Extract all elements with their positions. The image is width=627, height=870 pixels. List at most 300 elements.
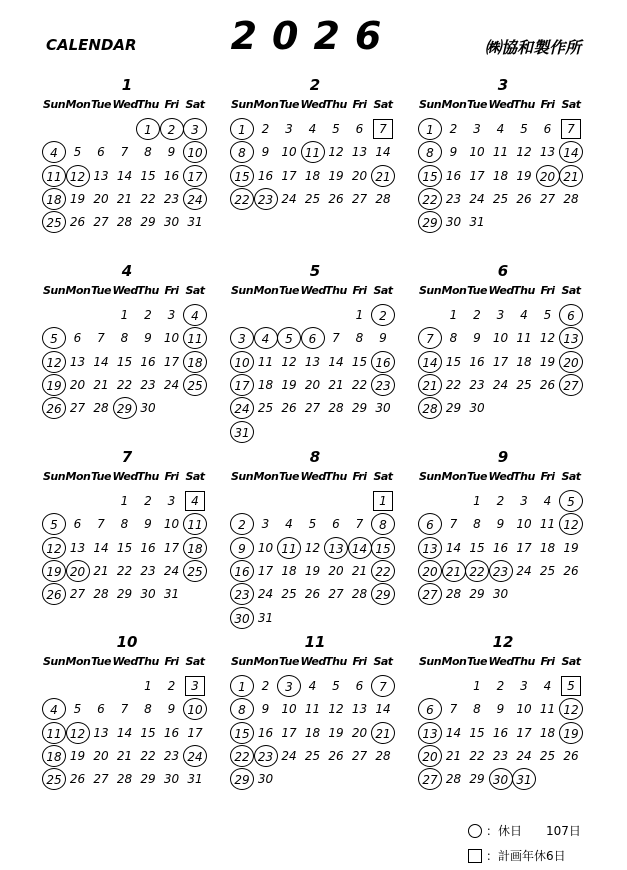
day-cell: 3 [230, 327, 254, 349]
day-cell: 27 [351, 191, 368, 206]
day-cell: 26 [539, 377, 556, 392]
day-cell: 25 [183, 560, 207, 582]
day-cell: 11 [42, 165, 66, 187]
day-cell: 23 [469, 377, 485, 392]
legend-plan-label: ：計画年休 [486, 849, 547, 863]
day-cell: 14 [328, 354, 344, 369]
weekday-label: Sat [561, 98, 581, 111]
weekday-label: Fri [352, 284, 367, 297]
weekday-label: Fri [164, 470, 179, 483]
day-cell: 2 [144, 308, 152, 322]
day-cell: 12 [66, 165, 90, 187]
day-cell: 16 [371, 351, 395, 373]
day-cell: 21 [442, 560, 466, 582]
day-cell: 30 [469, 401, 485, 416]
day-cell: 18 [539, 725, 556, 740]
day-cell: 11 [183, 327, 207, 349]
day-cell: 10 [183, 698, 207, 720]
weekday-label: Mon [253, 470, 279, 483]
day-cell: 4 [285, 517, 293, 532]
day-cell: 24 [469, 191, 485, 206]
weekday-label: Tue [279, 470, 299, 483]
day-cell: 12 [539, 331, 556, 346]
month-title: 4 [121, 262, 133, 280]
day-cell: 22 [445, 377, 462, 392]
day-cell: 12 [42, 351, 66, 373]
month-title: 6 [497, 262, 509, 280]
day-cell: 8 [230, 141, 254, 163]
weekday-label: Sun [42, 284, 66, 297]
day-cell: 17 [257, 563, 274, 578]
weekday-label: Mon [253, 655, 279, 668]
day-cell: 4 [254, 327, 278, 349]
day-cell: 18 [183, 351, 207, 373]
day-cell: 6 [355, 122, 364, 136]
day-cell: 16 [257, 168, 274, 183]
day-cell: 3 [520, 679, 528, 693]
weekday-label: Thu [137, 655, 159, 668]
weekday-label: Sat [561, 284, 581, 297]
day-cell: 7 [355, 517, 364, 532]
day-cell: 20 [93, 191, 109, 206]
weekday-label: Mon [65, 470, 91, 483]
day-cell: 29 [140, 215, 156, 230]
day-cell: 27 [93, 215, 109, 230]
weekday-label: Wed [488, 284, 514, 297]
weekday-label: Sat [561, 470, 581, 483]
day-cell: 14 [116, 168, 133, 183]
day-cell: 8 [418, 141, 442, 163]
day-cell: 2 [261, 122, 270, 136]
day-cell: 9 [496, 702, 505, 717]
day-cell: 2 [496, 679, 505, 693]
day-cell: 31 [230, 421, 254, 443]
day-cell: 13 [351, 145, 368, 160]
day-cell: 27 [69, 587, 86, 602]
weekday-label: Wed [300, 98, 326, 111]
day-cell: 9 [261, 702, 270, 717]
day-cell: 24 [492, 377, 509, 392]
weekday-label: Sun [418, 284, 442, 297]
day-cell: 30 [163, 215, 180, 230]
day-cell: 20 [418, 560, 442, 582]
day-cell: 13 [559, 327, 583, 349]
day-cell: 6 [97, 145, 105, 160]
weekday-label: Mon [253, 284, 279, 297]
day-cell: 27 [351, 748, 368, 763]
day-cell: 16 [492, 540, 509, 555]
weekday-label: Fri [540, 284, 555, 297]
weekday-label: Wed [300, 655, 326, 668]
day-cell: 15 [371, 537, 395, 559]
day-cell: 15 [116, 540, 133, 555]
day-cell: 25 [539, 563, 556, 578]
day-cell: 6 [543, 122, 552, 136]
weekday-label: Fri [164, 284, 179, 297]
day-cell: 12 [328, 702, 344, 717]
day-cell: 21 [418, 374, 442, 396]
day-cell: 25 [257, 401, 274, 416]
weekday-label: Sat [185, 284, 205, 297]
day-cell: 20 [418, 745, 442, 767]
weekday-label: Thu [325, 655, 347, 668]
day-cell: 23 [163, 191, 180, 206]
day-cell: 29 [371, 583, 395, 605]
day-cell: 16 [230, 560, 254, 582]
day-cell: 19 [42, 374, 66, 396]
day-cell: 3 [285, 122, 293, 136]
day-cell: 13 [69, 540, 86, 555]
day-cell: 7 [373, 119, 393, 139]
day-cell: 13 [69, 354, 86, 369]
weekday-label: Wed [300, 470, 326, 483]
day-cell: 15 [469, 540, 485, 555]
day-cell: 14 [418, 351, 442, 373]
day-cell: 9 [167, 145, 176, 160]
day-cell: 16 [140, 354, 156, 369]
weekday-label: Thu [137, 98, 159, 111]
weekday-label: Sat [373, 655, 393, 668]
month-title: 9 [497, 448, 509, 466]
day-cell: 4 [42, 698, 66, 720]
day-cell: 24 [230, 397, 254, 419]
weekday-label: Mon [441, 98, 467, 111]
day-cell: 8 [449, 331, 458, 346]
weekday-label: Sat [373, 98, 393, 111]
day-cell: 3 [167, 308, 176, 322]
month-title: 8 [309, 448, 321, 466]
day-cell: 2 [230, 513, 254, 535]
day-cell: 18 [304, 168, 321, 183]
day-cell: 23 [230, 583, 254, 605]
day-cell: 12 [559, 513, 583, 535]
day-cell: 29 [469, 772, 485, 787]
weekday-label: Sun [230, 98, 254, 111]
day-cell: 17 [163, 354, 180, 369]
day-cell: 9 [449, 145, 458, 160]
weekday-label: Sun [418, 655, 442, 668]
weekday-label: Wed [488, 470, 514, 483]
weekday-label: Wed [112, 470, 138, 483]
day-cell: 24 [516, 563, 532, 578]
day-cell: 3 [167, 494, 176, 508]
day-cell: 14 [116, 725, 133, 740]
day-cell: 9 [496, 517, 505, 532]
month-title: 3 [497, 76, 509, 94]
day-cell: 18 [42, 745, 66, 767]
circle-icon [468, 824, 482, 838]
day-cell: 30 [492, 587, 509, 602]
day-cell: 9 [230, 537, 254, 559]
day-cell: 27 [559, 374, 583, 396]
day-cell: 19 [516, 168, 532, 183]
day-cell: 15 [140, 725, 156, 740]
day-cell: 15 [469, 725, 485, 740]
day-cell: 8 [371, 513, 395, 535]
day-cell: 31 [187, 215, 203, 230]
day-cell: 23 [445, 191, 462, 206]
day-cell: 7 [449, 702, 458, 717]
day-cell: 14 [93, 540, 109, 555]
day-cell: 28 [375, 748, 391, 763]
day-cell: 11 [301, 141, 325, 163]
day-cell: 5 [543, 308, 552, 322]
day-cell: 21 [371, 722, 395, 744]
day-cell: 24 [163, 377, 180, 392]
weekday-label: Mon [441, 284, 467, 297]
day-cell: 29 [418, 211, 442, 233]
day-cell: 1 [473, 679, 481, 693]
day-cell: 4 [308, 679, 317, 693]
weekday-label: Sat [185, 98, 205, 111]
day-cell: 1 [473, 494, 481, 508]
day-cell: 23 [140, 377, 156, 392]
day-cell: 1 [230, 118, 254, 140]
day-cell: 28 [445, 772, 462, 787]
legend-holiday-count: 107日 [546, 824, 581, 838]
day-cell: 23 [492, 748, 509, 763]
weekday-label: Sat [373, 284, 393, 297]
day-cell: 27 [418, 583, 442, 605]
weekday-label: Sun [418, 98, 442, 111]
legend-plan [468, 843, 581, 868]
day-cell: 7 [449, 517, 458, 532]
weekday-label: Thu [513, 470, 535, 483]
day-cell: 8 [144, 702, 152, 717]
day-cell: 5 [42, 327, 66, 349]
day-cell: 24 [257, 587, 274, 602]
day-cell: 6 [355, 679, 364, 693]
day-cell: 23 [371, 374, 395, 396]
weekday-label: Tue [467, 470, 487, 483]
day-cell: 10 [163, 517, 180, 532]
day-cell: 1 [136, 118, 160, 140]
day-cell: 2 [144, 494, 152, 508]
day-cell: 30 [375, 401, 391, 416]
weekday-label: Tue [279, 655, 299, 668]
day-cell: 10 [163, 331, 180, 346]
day-cell: 11 [516, 331, 532, 346]
day-cell: 28 [116, 772, 133, 787]
day-cell: 8 [473, 702, 481, 717]
day-cell: 23 [489, 560, 513, 582]
day-cell: 15 [418, 165, 442, 187]
weekday-label: Mon [65, 655, 91, 668]
day-cell: 21 [93, 563, 109, 578]
day-cell: 4 [42, 141, 66, 163]
legend-holiday [468, 818, 581, 843]
weekday-label: Mon [65, 98, 91, 111]
weekday-label: Sun [418, 470, 442, 483]
day-cell: 14 [348, 537, 372, 559]
day-cell: 20 [304, 377, 321, 392]
day-cell: 13 [418, 722, 442, 744]
day-cell: 6 [418, 513, 442, 535]
day-cell: 18 [516, 354, 532, 369]
weekday-label: Tue [467, 98, 487, 111]
day-cell: 12 [516, 145, 532, 160]
day-cell: 11 [257, 354, 274, 369]
day-cell: 12 [559, 698, 583, 720]
day-cell: 26 [563, 748, 579, 763]
weekday-label: Sat [185, 655, 205, 668]
weekday-label: Thu [325, 470, 347, 483]
day-cell: 30 [140, 401, 156, 416]
day-cell: 17 [230, 374, 254, 396]
day-cell: 25 [183, 374, 207, 396]
day-cell: 17 [187, 725, 203, 740]
day-cell: 31 [163, 587, 180, 602]
day-cell: 21 [351, 563, 368, 578]
day-cell: 5 [308, 517, 317, 532]
day-cell: 22 [371, 560, 395, 582]
day-cell: 20 [536, 165, 560, 187]
day-cell: 4 [308, 122, 317, 136]
day-cell: 10 [183, 141, 207, 163]
weekday-label: Mon [253, 98, 279, 111]
day-cell: 18 [183, 537, 207, 559]
day-cell: 22 [351, 377, 368, 392]
day-cell: 11 [492, 145, 509, 160]
weekday-label: Tue [91, 655, 111, 668]
day-cell: 30 [489, 768, 513, 790]
day-cell: 26 [328, 191, 344, 206]
day-cell: 27 [304, 401, 321, 416]
day-cell: 28 [445, 587, 462, 602]
day-cell: 7 [120, 145, 129, 160]
weekday-label: Sun [230, 655, 254, 668]
weekday-label: Thu [513, 98, 535, 111]
day-cell: 30 [230, 607, 254, 629]
day-cell: 11 [539, 702, 556, 717]
day-cell: 17 [281, 168, 297, 183]
day-cell: 26 [281, 401, 297, 416]
day-cell: 25 [304, 748, 321, 763]
day-cell: 12 [42, 537, 66, 559]
year-title: 2026 [230, 14, 397, 58]
day-cell: 19 [559, 722, 583, 744]
day-cell: 10 [230, 351, 254, 373]
day-cell: 6 [97, 702, 105, 717]
day-cell: 22 [140, 191, 156, 206]
day-cell: 25 [516, 377, 532, 392]
day-cell: 31 [187, 772, 203, 787]
day-cell: 24 [281, 748, 297, 763]
day-cell: 20 [328, 563, 344, 578]
day-cell: 14 [375, 145, 391, 160]
weekday-label: Sat [185, 470, 205, 483]
weekday-label: Wed [488, 98, 514, 111]
day-cell: 16 [163, 168, 180, 183]
day-cell: 25 [492, 191, 509, 206]
day-cell: 13 [93, 725, 109, 740]
day-cell: 12 [66, 722, 90, 744]
weekday-label: Mon [65, 284, 91, 297]
day-cell: 25 [539, 748, 556, 763]
day-cell: 10 [281, 145, 297, 160]
day-cell: 31 [257, 610, 274, 625]
day-cell: 19 [304, 563, 321, 578]
day-cell: 10 [281, 702, 297, 717]
day-cell: 21 [559, 165, 583, 187]
day-cell: 28 [375, 191, 391, 206]
month-title: 11 [304, 633, 326, 651]
day-cell: 15 [230, 722, 254, 744]
day-cell: 6 [73, 517, 82, 532]
weekday-label: Thu [513, 655, 535, 668]
day-cell: 17 [183, 165, 207, 187]
day-cell: 15 [140, 168, 156, 183]
day-cell: 24 [516, 748, 532, 763]
weekday-label: Sun [230, 470, 254, 483]
day-cell: 2 [371, 304, 395, 326]
day-cell: 2 [496, 494, 505, 508]
day-cell: 5 [73, 702, 82, 717]
day-cell: 26 [42, 397, 66, 419]
day-cell: 24 [163, 563, 180, 578]
day-cell: 1 [120, 308, 129, 322]
day-cell: 11 [42, 722, 66, 744]
day-cell: 5 [332, 122, 340, 136]
weekday-label: Sat [373, 470, 393, 483]
day-cell: 26 [42, 583, 66, 605]
weekday-label: Fri [540, 655, 555, 668]
day-cell: 11 [183, 513, 207, 535]
day-cell: 30 [257, 772, 274, 787]
day-cell: 3 [185, 676, 205, 696]
day-cell: 21 [328, 377, 344, 392]
day-cell: 14 [93, 354, 109, 369]
weekday-label: Sun [230, 284, 254, 297]
day-cell: 13 [351, 702, 368, 717]
day-cell: 9 [167, 702, 176, 717]
day-cell: 18 [257, 377, 274, 392]
day-cell: 23 [254, 745, 278, 767]
square-icon [468, 849, 482, 863]
day-cell: 17 [163, 540, 180, 555]
day-cell: 24 [281, 191, 297, 206]
day-cell: 25 [281, 587, 297, 602]
day-cell: 29 [230, 768, 254, 790]
day-cell: 7 [371, 675, 395, 697]
day-cell: 28 [563, 191, 579, 206]
day-cell: 30 [163, 772, 180, 787]
weekday-label: Thu [137, 470, 159, 483]
day-cell: 17 [469, 168, 485, 183]
day-cell: 6 [301, 327, 325, 349]
day-cell: 25 [304, 191, 321, 206]
day-cell: 11 [539, 517, 556, 532]
weekday-label: Fri [164, 98, 179, 111]
day-cell: 28 [351, 587, 368, 602]
legend-holiday-label: ：休日 [486, 824, 523, 838]
day-cell: 20 [69, 377, 86, 392]
day-cell: 28 [93, 401, 109, 416]
day-cell: 27 [539, 191, 556, 206]
day-cell: 21 [116, 748, 133, 763]
day-cell: 10 [492, 331, 509, 346]
day-cell: 17 [516, 540, 532, 555]
month-title: 1 [121, 76, 133, 94]
day-cell: 16 [469, 354, 485, 369]
day-cell: 6 [418, 698, 442, 720]
weekday-label: Fri [540, 98, 555, 111]
day-cell: 10 [257, 540, 274, 555]
day-cell: 13 [539, 145, 556, 160]
day-cell: 30 [445, 215, 462, 230]
day-cell: 29 [351, 401, 368, 416]
day-cell: 14 [445, 540, 462, 555]
